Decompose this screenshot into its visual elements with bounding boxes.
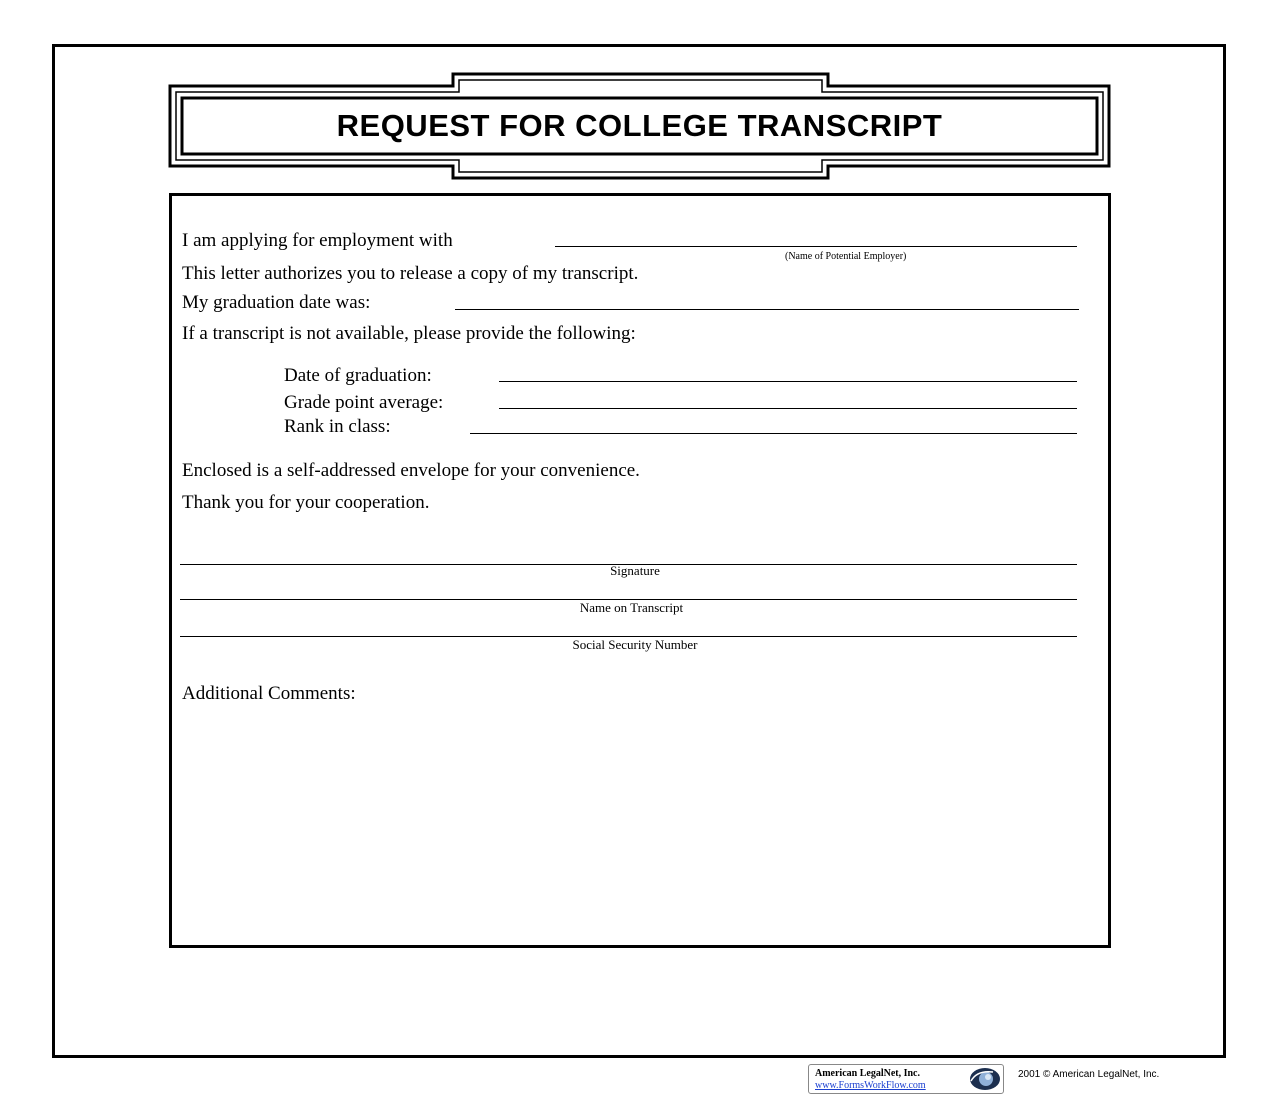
publisher-logo [808, 1064, 1004, 1094]
date-of-graduation-label: Date of graduation: [284, 365, 432, 386]
thanks-text: Thank you for your cooperation. [182, 492, 430, 513]
name-caption: Name on Transcript [579, 600, 684, 615]
form-title: REQUEST FOR COLLEGE TRANSCRIPT [336, 108, 943, 143]
globe-icon [967, 1067, 1001, 1091]
logo-url-link[interactable]: www.FormsWorkFlow.com [815, 1080, 926, 1091]
comments-area[interactable] [182, 710, 1082, 930]
rank-label: Rank in class: [284, 416, 391, 437]
unavailable-text: If a transcript is not available, please provide the following: [182, 323, 636, 344]
employer-field[interactable] [555, 246, 1077, 247]
authorization-text: This letter authorizes you to release a copy of my transcript. [182, 263, 639, 284]
graduation-label: My graduation date was: [182, 292, 371, 313]
employment-label: I am applying for employment with [182, 230, 453, 251]
date-of-graduation-field[interactable] [499, 381, 1077, 382]
title-banner [168, 72, 1111, 180]
comments-label: Additional Comments: [182, 683, 356, 704]
ssn-caption: Social Security Number [572, 637, 698, 652]
signature-caption: Signature [610, 563, 660, 578]
copyright-text: 2001 © American LegalNet, Inc. [1018, 1069, 1160, 1080]
logo-company: American LegalNet, Inc. [815, 1068, 920, 1079]
employer-caption: (Name of Potential Employer) [785, 251, 907, 262]
rank-field[interactable] [470, 433, 1077, 434]
gpa-label: Grade point average: [284, 392, 444, 413]
enclosed-text: Enclosed is a self-addressed envelope for your convenience. [182, 460, 640, 481]
graduation-date-field[interactable] [455, 309, 1079, 310]
gpa-field[interactable] [499, 408, 1077, 409]
